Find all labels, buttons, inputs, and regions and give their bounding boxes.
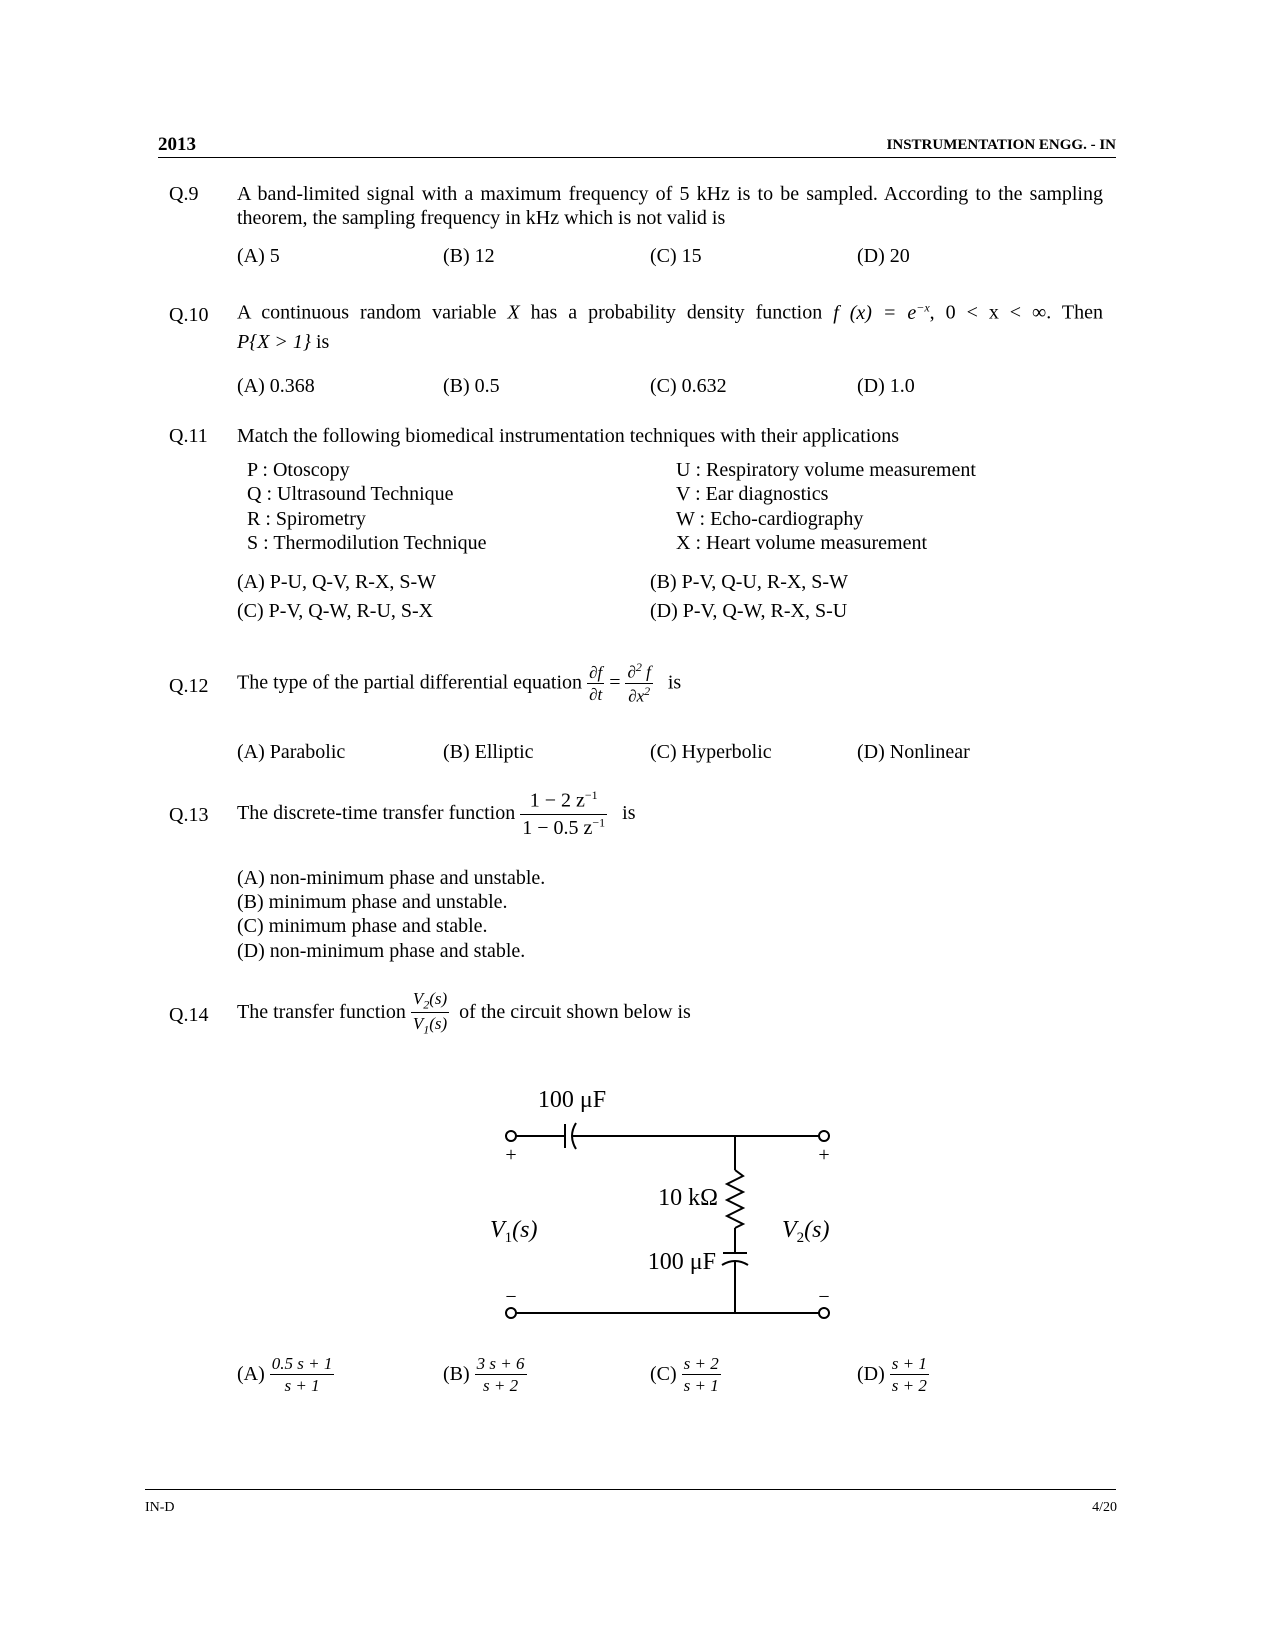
footer-rule [145, 1489, 1116, 1490]
terminal-out-plus: + [818, 1144, 830, 1166]
q10-text-start: A continuous random variable [237, 301, 497, 324]
q12-option-b: (B) Elliptic [443, 741, 534, 763]
q11-right-v: V : Ear diagnostics [676, 483, 829, 505]
q13-fraction: $\frac{1 - 2 z^{-1}}{1 - 0.5 z^{-1}}$ [522, 788, 606, 839]
q12-number: Q.12 [169, 675, 209, 697]
q14-option-d: (D) $\frac{s + 1}{s + 2}$ [857, 1353, 929, 1397]
q13-text-line [237, 788, 1103, 841]
q14-option-b: (B) $\frac{3 s + 6}{s + 2}$ [443, 1353, 527, 1397]
terminal-out-top [819, 1131, 829, 1141]
q11-number: Q.11 [169, 425, 208, 447]
q10-var-x: X [507, 301, 520, 324]
q12-option-c: (C) Hyperbolic [650, 741, 772, 763]
resistor-label: 10 kΩ [658, 1185, 718, 1211]
q13-number: Q.13 [169, 804, 209, 826]
q12-text-end: is [667, 671, 682, 694]
terminal-in-plus: + [505, 1144, 517, 1166]
terminal-out-bottom [819, 1308, 829, 1318]
footer-page: 4/20 [1092, 1500, 1117, 1515]
q9-option-a: (A) 5 [237, 245, 280, 267]
q11-left-r: R : Spirometry [247, 508, 366, 530]
terminal-out-minus: − [818, 1286, 830, 1308]
q14-number: Q.14 [169, 1004, 209, 1026]
q10-text-end: is [315, 331, 330, 353]
q14-text-end: of the circuit shown below is [459, 1000, 691, 1023]
q12-lhs-fraction: $\frac{\partial f}{\partial t}$ [589, 662, 603, 704]
q14-text-line [237, 988, 1103, 1038]
q14-text: The transfer function [237, 1000, 406, 1023]
q14-option-b-fraction: $\frac{3 s + 6}{s + 2}$ [476, 1354, 525, 1396]
capacitor2-label: 100 μF [647, 1249, 716, 1275]
q12-text: The type of the partial differential equation [237, 671, 583, 694]
header-subject: INSTRUMENTATION ENGG. - IN [886, 137, 1116, 153]
q11-right-w: W : Echo-cardiography [676, 508, 864, 530]
q9-option-c: (C) 15 [650, 245, 702, 267]
q9-number: Q.9 [169, 183, 199, 205]
q11-text: Match the following biomedical instrumentation techniques with their applications [237, 425, 900, 447]
q10-option-a: (A) 0.368 [237, 375, 315, 397]
q11-option-d: (D) P-V, Q-W, R-X, S-U [650, 600, 848, 622]
q10-text-mid: has a probability density function [530, 301, 823, 324]
q14-option-c-fraction: $\frac{s + 2}{s + 1}$ [683, 1354, 719, 1396]
q14-option-d-fraction: $\frac{s + 1}{s + 2}$ [891, 1354, 927, 1396]
q10-prob: P{X > 1} [237, 331, 311, 353]
q10-text-line2 [237, 330, 1103, 354]
resistor-zigzag [727, 1170, 743, 1228]
terminal-in-top [506, 1131, 516, 1141]
q11-option-b: (B) P-V, Q-U, R-X, S-W [650, 571, 848, 593]
q10-pdf: f $(x) = e^{-x}$ [833, 300, 930, 324]
q12-rhs-fraction: $\frac{\partial^2 f}{\partial x^2}$ [627, 660, 651, 706]
q13-text-end: is [622, 801, 636, 824]
q13-option-a: (A) non-minimum phase and unstable. [237, 867, 546, 889]
q10-range: , 0 < x < ∞. Then [929, 301, 1103, 324]
header-year: 2013 [158, 134, 196, 155]
q14-option-a: (A) $\frac{0.5 s + 1}{s + 1}$ [237, 1353, 334, 1397]
q11-left-p: P : Otoscopy [247, 459, 350, 481]
q12-text-line: The type of the partial differential equation $\frac{\partial f}{\partial t}$ = $\frac{\partial^2 f}{\partial x^2}$ is [237, 660, 1103, 708]
footer-code: IN-D [145, 1500, 175, 1515]
q13-option-b: (B) minimum phase and unstable. [237, 891, 508, 913]
q14-option-a-fraction: $\frac{0.5 s + 1}{s + 1}$ [271, 1354, 333, 1396]
q9-option-d: (D) 20 [857, 245, 910, 267]
q13-text: The discrete-time transfer function [237, 801, 516, 824]
q10-option-b: (B) 0.5 [443, 375, 500, 397]
capacitor1-label: 100 μF [537, 1087, 607, 1113]
vin-label: $V_1(s)$ [490, 1217, 538, 1246]
q11-option-c: (C) P-V, Q-W, R-U, S-X [237, 600, 434, 622]
header-rule [158, 157, 1116, 158]
q10-option-c: (C) 0.632 [650, 375, 727, 397]
q11-option-a: (A) P-U, Q-V, R-X, S-W [237, 571, 437, 593]
q12-option-d: (D) Nonlinear [857, 741, 970, 763]
q14-option-c: (C) $\frac{s + 2}{s + 1}$ [650, 1353, 721, 1397]
q10-number: Q.10 [169, 304, 209, 326]
q9-option-b: (B) 12 [443, 245, 495, 267]
q11-right-x: X : Heart volume measurement [676, 532, 928, 554]
q11-left-s: S : Thermodilution Technique [247, 532, 487, 554]
vout-label: $V_2(s)$ [782, 1217, 830, 1246]
q14-tf-fraction: $\frac{V_2(s)}{V_1(s)}$ [412, 989, 448, 1037]
terminal-in-minus: − [505, 1286, 517, 1308]
q10-text-line1 [237, 300, 1103, 325]
q13-option-d: (D) non-minimum phase and stable. [237, 940, 526, 962]
q13-option-c: (C) minimum phase and stable. [237, 915, 488, 937]
q10-option-d: (D) 1.0 [857, 375, 915, 397]
q11-right-u: U : Respiratory volume measurement [676, 459, 976, 481]
q12-option-a: (A) Parabolic [237, 741, 346, 763]
q14-circuit-diagram [470, 1075, 850, 1345]
terminal-in-bottom [506, 1308, 516, 1318]
q9-text: A band-limited signal with a maximum frequency of 5 kHz is to be sampled. According to the sampling theorem, the sampling frequency in kHz which is not valid is [237, 183, 1103, 229]
q11-left-q: Q : Ultrasound Technique [247, 483, 454, 505]
